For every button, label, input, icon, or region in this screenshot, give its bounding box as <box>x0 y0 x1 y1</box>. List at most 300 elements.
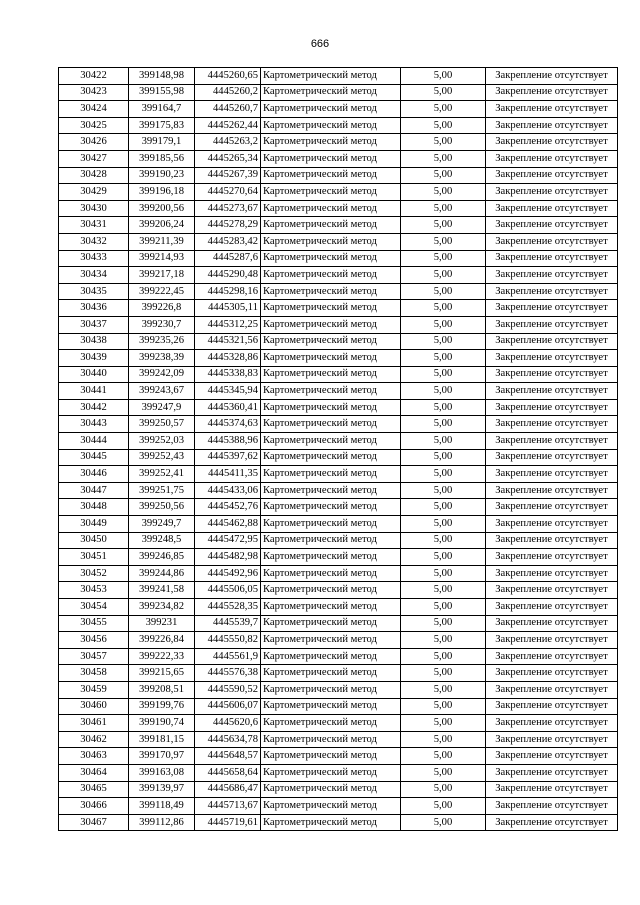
table-row <box>59 565 618 582</box>
x-coordinate-cell: 399163,08 <box>129 764 195 781</box>
x-coordinate-cell: 399246,85 <box>129 549 195 566</box>
x-coordinate-cell: 399247,9 <box>129 399 195 416</box>
fixation-cell: Закрепление отсутствует <box>486 698 618 715</box>
y-coordinate-cell: 4445345,94 <box>195 383 261 400</box>
table-row <box>59 615 618 632</box>
table-row <box>59 599 618 616</box>
y-coordinate-cell: 4445338,83 <box>195 366 261 383</box>
precision-cell: 5,00 <box>401 599 486 616</box>
x-coordinate-cell: 399185,56 <box>129 150 195 167</box>
coordinates-table <box>58 67 618 831</box>
method-cell: Картометрический метод <box>261 466 401 483</box>
x-coordinate-cell: 399214,93 <box>129 250 195 267</box>
method-cell: Картометрический метод <box>261 764 401 781</box>
fixation-cell: Закрепление отсутствует <box>486 217 618 234</box>
precision-cell: 5,00 <box>401 565 486 582</box>
fixation-cell: Закрепление отсутствует <box>486 565 618 582</box>
x-coordinate-cell: 399252,03 <box>129 433 195 450</box>
x-coordinate-cell: 399211,39 <box>129 233 195 250</box>
method-cell: Картометрический метод <box>261 748 401 765</box>
fixation-cell: Закрепление отсутствует <box>486 466 618 483</box>
table-row <box>59 715 618 732</box>
y-coordinate-cell: 4445305,11 <box>195 300 261 317</box>
method-cell: Картометрический метод <box>261 399 401 416</box>
method-cell: Картометрический метод <box>261 316 401 333</box>
fixation-cell: Закрепление отсутствует <box>486 516 618 533</box>
fixation-cell: Закрепление отсутствует <box>486 200 618 217</box>
point-number-cell: 30462 <box>59 731 129 748</box>
precision-cell: 5,00 <box>401 499 486 516</box>
precision-cell: 5,00 <box>401 333 486 350</box>
y-coordinate-cell: 4445290,48 <box>195 267 261 284</box>
y-coordinate-cell: 4445528,35 <box>195 599 261 616</box>
point-number-cell: 30448 <box>59 499 129 516</box>
method-cell: Картометрический метод <box>261 449 401 466</box>
precision-cell: 5,00 <box>401 582 486 599</box>
method-cell: Картометрический метод <box>261 516 401 533</box>
x-coordinate-cell: 399234,82 <box>129 599 195 616</box>
precision-cell: 5,00 <box>401 731 486 748</box>
precision-cell: 5,00 <box>401 549 486 566</box>
fixation-cell: Закрепление отсутствует <box>486 482 618 499</box>
y-coordinate-cell: 4445260,65 <box>195 68 261 85</box>
x-coordinate-cell: 399190,74 <box>129 715 195 732</box>
table-row <box>59 184 618 201</box>
point-number-cell: 30422 <box>59 68 129 85</box>
table-row <box>59 532 618 549</box>
fixation-cell: Закрепление отсутствует <box>486 582 618 599</box>
precision-cell: 5,00 <box>401 798 486 815</box>
point-number-cell: 30446 <box>59 466 129 483</box>
x-coordinate-cell: 399249,7 <box>129 516 195 533</box>
precision-cell: 5,00 <box>401 764 486 781</box>
point-number-cell: 30453 <box>59 582 129 599</box>
table-row <box>59 648 618 665</box>
point-number-cell: 30437 <box>59 316 129 333</box>
precision-cell: 5,00 <box>401 748 486 765</box>
y-coordinate-cell: 4445260,7 <box>195 101 261 118</box>
point-number-cell: 30457 <box>59 648 129 665</box>
method-cell: Картометрический метод <box>261 665 401 682</box>
y-coordinate-cell: 4445278,29 <box>195 217 261 234</box>
precision-cell: 5,00 <box>401 681 486 698</box>
precision-cell: 5,00 <box>401 167 486 184</box>
y-coordinate-cell: 4445482,98 <box>195 549 261 566</box>
table-row <box>59 582 618 599</box>
point-number-cell: 30454 <box>59 599 129 616</box>
y-coordinate-cell: 4445411,35 <box>195 466 261 483</box>
fixation-cell: Закрепление отсутствует <box>486 68 618 85</box>
method-cell: Картометрический метод <box>261 101 401 118</box>
method-cell: Картометрический метод <box>261 300 401 317</box>
table-row <box>59 798 618 815</box>
point-number-cell: 30459 <box>59 681 129 698</box>
precision-cell: 5,00 <box>401 383 486 400</box>
precision-cell: 5,00 <box>401 217 486 234</box>
method-cell: Картометрический метод <box>261 698 401 715</box>
precision-cell: 5,00 <box>401 184 486 201</box>
y-coordinate-cell: 4445576,38 <box>195 665 261 682</box>
point-number-cell: 30432 <box>59 233 129 250</box>
x-coordinate-cell: 399148,98 <box>129 68 195 85</box>
table-row <box>59 748 618 765</box>
point-number-cell: 30449 <box>59 516 129 533</box>
point-number-cell: 30441 <box>59 383 129 400</box>
method-cell: Картометрический метод <box>261 167 401 184</box>
x-coordinate-cell: 399190,23 <box>129 167 195 184</box>
point-number-cell: 30430 <box>59 200 129 217</box>
table-row <box>59 283 618 300</box>
y-coordinate-cell: 4445273,67 <box>195 200 261 217</box>
fixation-cell: Закрепление отсутствует <box>486 549 618 566</box>
table-row <box>59 399 618 416</box>
point-number-cell: 30465 <box>59 781 129 798</box>
y-coordinate-cell: 4445620,6 <box>195 715 261 732</box>
y-coordinate-cell: 4445328,86 <box>195 350 261 367</box>
table-row <box>59 416 618 433</box>
point-number-cell: 30464 <box>59 764 129 781</box>
y-coordinate-cell: 4445719,61 <box>195 814 261 831</box>
point-number-cell: 30463 <box>59 748 129 765</box>
method-cell: Картометрический метод <box>261 731 401 748</box>
y-coordinate-cell: 4445648,57 <box>195 748 261 765</box>
precision-cell: 5,00 <box>401 84 486 101</box>
table-row <box>59 698 618 715</box>
x-coordinate-cell: 399244,86 <box>129 565 195 582</box>
x-coordinate-cell: 399243,67 <box>129 383 195 400</box>
x-coordinate-cell: 399251,75 <box>129 482 195 499</box>
x-coordinate-cell: 399200,56 <box>129 200 195 217</box>
x-coordinate-cell: 399155,98 <box>129 84 195 101</box>
point-number-cell: 30456 <box>59 632 129 649</box>
precision-cell: 5,00 <box>401 433 486 450</box>
y-coordinate-cell: 4445265,34 <box>195 150 261 167</box>
y-coordinate-cell: 4445462,88 <box>195 516 261 533</box>
y-coordinate-cell: 4445713,67 <box>195 798 261 815</box>
point-number-cell: 30436 <box>59 300 129 317</box>
method-cell: Картометрический метод <box>261 648 401 665</box>
x-coordinate-cell: 399170,97 <box>129 748 195 765</box>
y-coordinate-cell: 4445506,05 <box>195 582 261 599</box>
point-number-cell: 30427 <box>59 150 129 167</box>
y-coordinate-cell: 4445270,64 <box>195 184 261 201</box>
method-cell: Картометрический метод <box>261 217 401 234</box>
point-number-cell: 30440 <box>59 366 129 383</box>
fixation-cell: Закрепление отсутствует <box>486 333 618 350</box>
x-coordinate-cell: 399222,45 <box>129 283 195 300</box>
fixation-cell: Закрепление отсутствует <box>486 648 618 665</box>
method-cell: Картометрический метод <box>261 781 401 798</box>
table-row <box>59 333 618 350</box>
table-row <box>59 681 618 698</box>
y-coordinate-cell: 4445374,63 <box>195 416 261 433</box>
x-coordinate-cell: 399250,56 <box>129 499 195 516</box>
precision-cell: 5,00 <box>401 233 486 250</box>
page-number: 666 <box>310 38 330 50</box>
method-cell: Картометрический метод <box>261 150 401 167</box>
precision-cell: 5,00 <box>401 482 486 499</box>
precision-cell: 5,00 <box>401 399 486 416</box>
point-number-cell: 30425 <box>59 117 129 134</box>
y-coordinate-cell: 4445658,64 <box>195 764 261 781</box>
method-cell: Картометрический метод <box>261 615 401 632</box>
x-coordinate-cell: 399199,76 <box>129 698 195 715</box>
precision-cell: 5,00 <box>401 200 486 217</box>
precision-cell: 5,00 <box>401 267 486 284</box>
table-row <box>59 499 618 516</box>
x-coordinate-cell: 399206,24 <box>129 217 195 234</box>
fixation-cell: Закрепление отсутствует <box>486 499 618 516</box>
point-number-cell: 30444 <box>59 433 129 450</box>
x-coordinate-cell: 399238,39 <box>129 350 195 367</box>
point-number-cell: 30428 <box>59 167 129 184</box>
y-coordinate-cell: 4445397,62 <box>195 449 261 466</box>
method-cell: Картометрический метод <box>261 283 401 300</box>
y-coordinate-cell: 4445262,44 <box>195 117 261 134</box>
fixation-cell: Закрепление отсутствует <box>486 167 618 184</box>
precision-cell: 5,00 <box>401 715 486 732</box>
table-row <box>59 267 618 284</box>
fixation-cell: Закрепление отсутствует <box>486 599 618 616</box>
x-coordinate-cell: 399235,26 <box>129 333 195 350</box>
precision-cell: 5,00 <box>401 466 486 483</box>
table-row <box>59 84 618 101</box>
y-coordinate-cell: 4445260,2 <box>195 84 261 101</box>
table-row <box>59 814 618 831</box>
y-coordinate-cell: 4445267,39 <box>195 167 261 184</box>
method-cell: Картометрический метод <box>261 117 401 134</box>
table-row <box>59 466 618 483</box>
y-coordinate-cell: 4445606,07 <box>195 698 261 715</box>
method-cell: Картометрический метод <box>261 233 401 250</box>
fixation-cell: Закрепление отсутствует <box>486 184 618 201</box>
fixation-cell: Закрепление отсутствует <box>486 300 618 317</box>
point-number-cell: 30434 <box>59 267 129 284</box>
fixation-cell: Закрепление отсутствует <box>486 615 618 632</box>
method-cell: Картометрический метод <box>261 433 401 450</box>
fixation-cell: Закрепление отсутствует <box>486 715 618 732</box>
precision-cell: 5,00 <box>401 68 486 85</box>
table-row <box>59 731 618 748</box>
table-row <box>59 101 618 118</box>
table-row <box>59 482 618 499</box>
point-number-cell: 30442 <box>59 399 129 416</box>
fixation-cell: Закрепление отсутствует <box>486 449 618 466</box>
method-cell: Картометрический метод <box>261 366 401 383</box>
fixation-cell: Закрепление отсутствует <box>486 798 618 815</box>
method-cell: Картометрический метод <box>261 582 401 599</box>
x-coordinate-cell: 399112,86 <box>129 814 195 831</box>
table-row <box>59 200 618 217</box>
y-coordinate-cell: 4445263,2 <box>195 134 261 151</box>
table-row <box>59 516 618 533</box>
fixation-cell: Закрепление отсутствует <box>486 781 618 798</box>
point-number-cell: 30460 <box>59 698 129 715</box>
precision-cell: 5,00 <box>401 300 486 317</box>
precision-cell: 5,00 <box>401 101 486 118</box>
fixation-cell: Закрепление отсутствует <box>486 233 618 250</box>
precision-cell: 5,00 <box>401 416 486 433</box>
fixation-cell: Закрепление отсутствует <box>486 134 618 151</box>
table-row <box>59 781 618 798</box>
precision-cell: 5,00 <box>401 698 486 715</box>
x-coordinate-cell: 399230,7 <box>129 316 195 333</box>
x-coordinate-cell: 399250,57 <box>129 416 195 433</box>
y-coordinate-cell: 4445388,96 <box>195 433 261 450</box>
x-coordinate-cell: 399208,51 <box>129 681 195 698</box>
precision-cell: 5,00 <box>401 350 486 367</box>
coordinates-table-body <box>59 68 618 831</box>
table-row <box>59 764 618 781</box>
table-row <box>59 300 618 317</box>
precision-cell: 5,00 <box>401 814 486 831</box>
x-coordinate-cell: 399215,65 <box>129 665 195 682</box>
y-coordinate-cell: 4445452,76 <box>195 499 261 516</box>
table-row <box>59 350 618 367</box>
method-cell: Картометрический метод <box>261 599 401 616</box>
point-number-cell: 30439 <box>59 350 129 367</box>
method-cell: Картометрический метод <box>261 681 401 698</box>
method-cell: Картометрический метод <box>261 200 401 217</box>
fixation-cell: Закрепление отсутствует <box>486 267 618 284</box>
x-coordinate-cell: 399226,84 <box>129 632 195 649</box>
table-row <box>59 433 618 450</box>
fixation-cell: Закрепление отсутствует <box>486 665 618 682</box>
method-cell: Картометрический метод <box>261 549 401 566</box>
x-coordinate-cell: 399118,49 <box>129 798 195 815</box>
x-coordinate-cell: 399222,33 <box>129 648 195 665</box>
table-row <box>59 383 618 400</box>
y-coordinate-cell: 4445561,9 <box>195 648 261 665</box>
fixation-cell: Закрепление отсутствует <box>486 350 618 367</box>
fixation-cell: Закрепление отсутствует <box>486 399 618 416</box>
fixation-cell: Закрепление отсутствует <box>486 764 618 781</box>
method-cell: Картометрический метод <box>261 184 401 201</box>
precision-cell: 5,00 <box>401 134 486 151</box>
fixation-cell: Закрепление отсутствует <box>486 117 618 134</box>
precision-cell: 5,00 <box>401 283 486 300</box>
fixation-cell: Закрепление отсутствует <box>486 532 618 549</box>
table-row <box>59 366 618 383</box>
table-row <box>59 250 618 267</box>
table-row <box>59 68 618 85</box>
point-number-cell: 30451 <box>59 549 129 566</box>
precision-cell: 5,00 <box>401 781 486 798</box>
method-cell: Картометрический метод <box>261 565 401 582</box>
precision-cell: 5,00 <box>401 648 486 665</box>
precision-cell: 5,00 <box>401 516 486 533</box>
method-cell: Картометрический метод <box>261 482 401 499</box>
table-row <box>59 449 618 466</box>
precision-cell: 5,00 <box>401 532 486 549</box>
table-row <box>59 549 618 566</box>
method-cell: Картометрический метод <box>261 68 401 85</box>
point-number-cell: 30431 <box>59 217 129 234</box>
table-row <box>59 233 618 250</box>
table-row <box>59 217 618 234</box>
method-cell: Картометрический метод <box>261 499 401 516</box>
point-number-cell: 30438 <box>59 333 129 350</box>
y-coordinate-cell: 4445492,96 <box>195 565 261 582</box>
y-coordinate-cell: 4445686,47 <box>195 781 261 798</box>
method-cell: Картометрический метод <box>261 350 401 367</box>
point-number-cell: 30433 <box>59 250 129 267</box>
fixation-cell: Закрепление отсутствует <box>486 150 618 167</box>
point-number-cell: 30429 <box>59 184 129 201</box>
precision-cell: 5,00 <box>401 117 486 134</box>
method-cell: Картометрический метод <box>261 814 401 831</box>
x-coordinate-cell: 399252,41 <box>129 466 195 483</box>
x-coordinate-cell: 399231 <box>129 615 195 632</box>
point-number-cell: 30426 <box>59 134 129 151</box>
y-coordinate-cell: 4445590,52 <box>195 681 261 698</box>
method-cell: Картометрический метод <box>261 134 401 151</box>
fixation-cell: Закрепление отсутствует <box>486 814 618 831</box>
table-row <box>59 316 618 333</box>
y-coordinate-cell: 4445321,56 <box>195 333 261 350</box>
method-cell: Картометрический метод <box>261 798 401 815</box>
method-cell: Картометрический метод <box>261 84 401 101</box>
x-coordinate-cell: 399242,09 <box>129 366 195 383</box>
fixation-cell: Закрепление отсутствует <box>486 250 618 267</box>
point-number-cell: 30423 <box>59 84 129 101</box>
y-coordinate-cell: 4445472,95 <box>195 532 261 549</box>
point-number-cell: 30452 <box>59 565 129 582</box>
x-coordinate-cell: 399252,43 <box>129 449 195 466</box>
x-coordinate-cell: 399164,7 <box>129 101 195 118</box>
precision-cell: 5,00 <box>401 665 486 682</box>
y-coordinate-cell: 4445283,42 <box>195 233 261 250</box>
table-row <box>59 134 618 151</box>
method-cell: Картометрический метод <box>261 383 401 400</box>
x-coordinate-cell: 399139,97 <box>129 781 195 798</box>
y-coordinate-cell: 4445287,6 <box>195 250 261 267</box>
point-number-cell: 30455 <box>59 615 129 632</box>
fixation-cell: Закрепление отсутствует <box>486 632 618 649</box>
fixation-cell: Закрепление отсутствует <box>486 433 618 450</box>
precision-cell: 5,00 <box>401 150 486 167</box>
point-number-cell: 30450 <box>59 532 129 549</box>
point-number-cell: 30467 <box>59 814 129 831</box>
fixation-cell: Закрепление отсутствует <box>486 316 618 333</box>
fixation-cell: Закрепление отсутствует <box>486 681 618 698</box>
precision-cell: 5,00 <box>401 316 486 333</box>
table-row <box>59 150 618 167</box>
x-coordinate-cell: 399241,58 <box>129 582 195 599</box>
x-coordinate-cell: 399226,8 <box>129 300 195 317</box>
fixation-cell: Закрепление отсутствует <box>486 731 618 748</box>
precision-cell: 5,00 <box>401 366 486 383</box>
fixation-cell: Закрепление отсутствует <box>486 416 618 433</box>
point-number-cell: 30447 <box>59 482 129 499</box>
method-cell: Картометрический метод <box>261 267 401 284</box>
precision-cell: 5,00 <box>401 449 486 466</box>
table-row <box>59 167 618 184</box>
x-coordinate-cell: 399179,1 <box>129 134 195 151</box>
point-number-cell: 30461 <box>59 715 129 732</box>
x-coordinate-cell: 399175,83 <box>129 117 195 134</box>
precision-cell: 5,00 <box>401 250 486 267</box>
method-cell: Картометрический метод <box>261 250 401 267</box>
point-number-cell: 30458 <box>59 665 129 682</box>
fixation-cell: Закрепление отсутствует <box>486 84 618 101</box>
point-number-cell: 30445 <box>59 449 129 466</box>
fixation-cell: Закрепление отсутствует <box>486 383 618 400</box>
table-row <box>59 632 618 649</box>
x-coordinate-cell: 399196,18 <box>129 184 195 201</box>
method-cell: Картометрический метод <box>261 715 401 732</box>
point-number-cell: 30466 <box>59 798 129 815</box>
